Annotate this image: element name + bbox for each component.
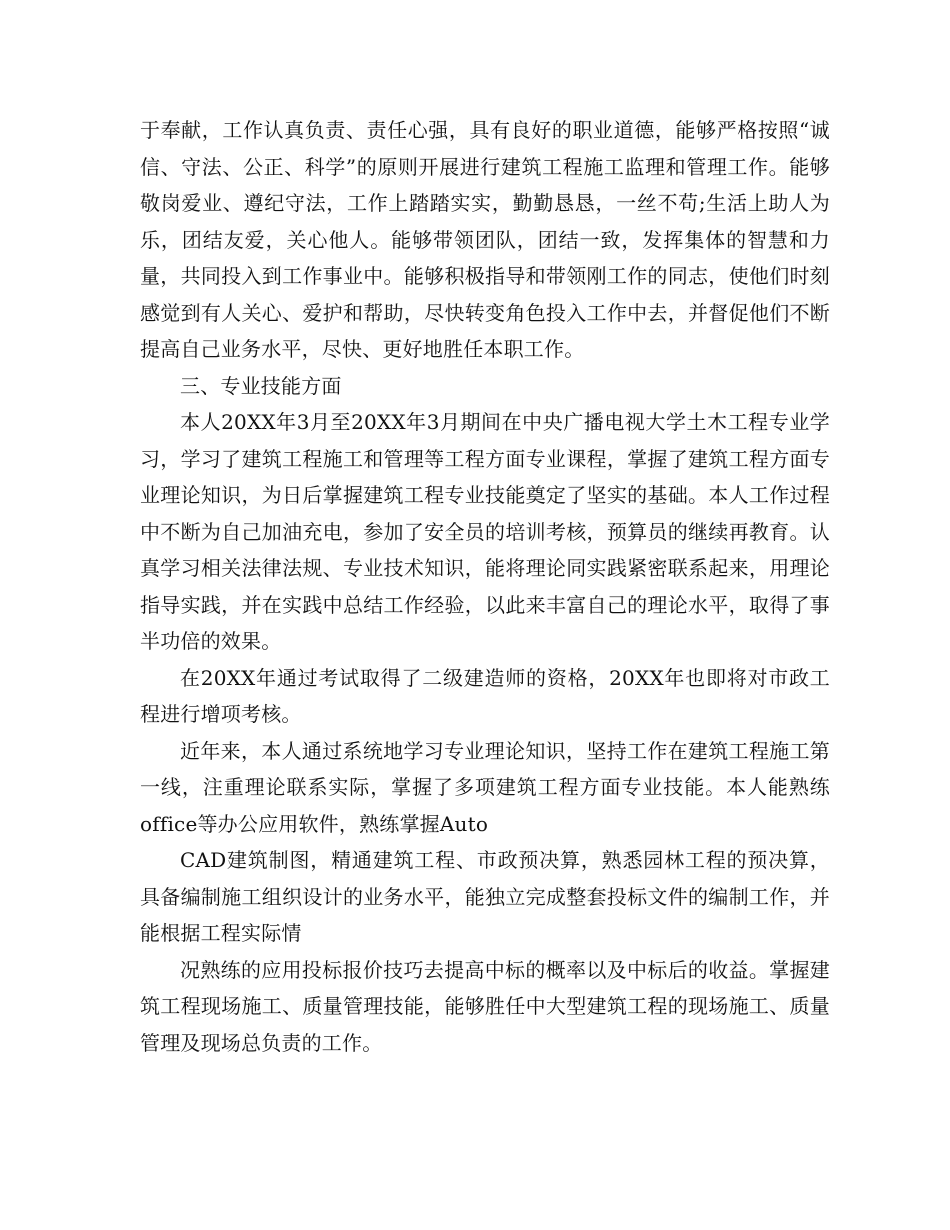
- paragraph-certification: 在20XX年通过考试取得了二级建造师的资格，20XX年也即将对市政工程进行增项考核。: [140, 665, 830, 726]
- paragraph-cad-skills: CAD建筑制图，精通建筑工程、市政预决算，熟悉园林工程的预决算，具备编制施工组织设计的业务水平，能独立完成整套投标文件的编制工作，并能根据工程实际情: [140, 848, 830, 945]
- paragraph-education: 本人20XX年3月至20XX年3月期间在中央广播电视大学土木工程专业学习，学习了建筑工程施工和管理等工程方面专业课程，掌握了建筑工程方面专业理论知识，为日后掌握建筑工程专业技能奠定了坚实的基础。本人工作过程中不断为自己加油充电，参加了安全员的培训考核，预算员的继续再教育。认真学习相关法律法规、专业技术知识，能将理论同实践紧密联系起来，用理论指导实践，并在实践中总结工作经验，以此来丰富自己的理论水平，取得了事半功倍的效果。: [140, 410, 830, 653]
- document-body: [140, 112, 830, 1061]
- paragraph-intro-continued: 于奉献，工作认真负责、责任心强，具有良好的职业道德，能够严格按照“诚信、守法、公正、科学”的原则开展进行建筑工程施工监理和管理工作。能够敬岗爱业、遵纪守法，工作上踏踏实实，勤勤恳恳，一丝不苟;生活上助人为乐，团结友爱，关心他人。能够带领团队，团结一致，发挥集体的智慧和力量，共同投入到工作事业中。能够积极指导和带领刚工作的同志，使他们时刻感觉到有人关心、爱护和帮助，尽快转变角色投入工作中去，并督促他们不断提高自己业务水平，尽快、更好地胜任本职工作。: [140, 118, 830, 361]
- paragraph-recent-years: 近年来，本人通过系统地学习专业理论知识，坚持工作在建筑工程施工第一线，注重理论联系实际，掌握了多项建筑工程方面专业技能。本人能熟练office等办公应用软件，熟练掌握Auto: [140, 738, 830, 836]
- paragraph-bidding-skills: 况熟练的应用投标报价技巧去提高中标的概率以及中标后的收益。掌握建筑工程现场施工、质量管理技能，能够胜任中大型建筑工程的现场施工、质量管理及现场总负责的工作。: [140, 957, 830, 1055]
- section-heading-professional-skills: 三、专业技能方面: [180, 373, 342, 398]
